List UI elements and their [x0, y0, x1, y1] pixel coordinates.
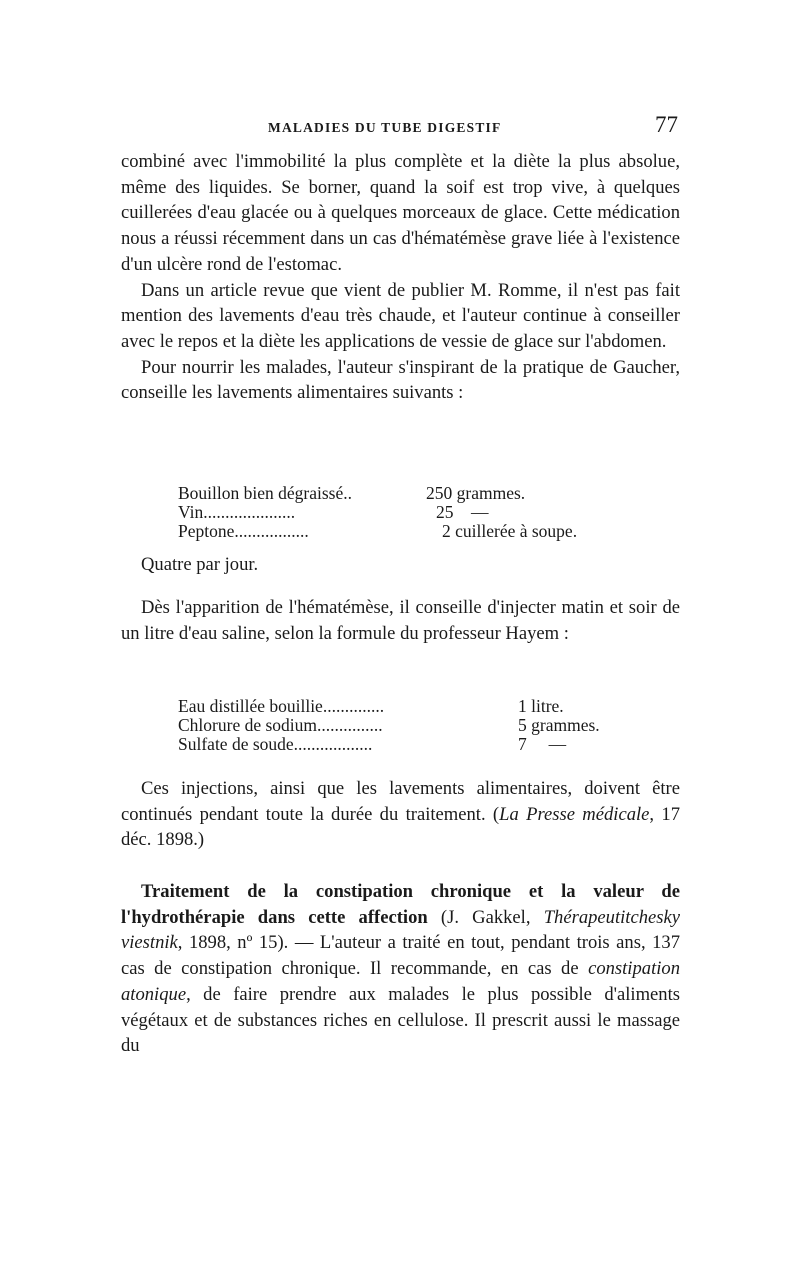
journal-citation: La Presse médicale: [499, 803, 650, 825]
recipe-quantity: 1 litre.: [518, 696, 564, 716]
recipe-item: Chlorure de sodium...............: [178, 716, 383, 735]
recipe-quantity: 5 grammes.: [518, 715, 600, 735]
citation-date: , 17 déc. 1898.): [121, 803, 680, 851]
recipe-row: [178, 484, 577, 503]
paragraph-hematemese: Dès l'apparition de l'hématémèse, il conseille d'injecter matin et soir de un litre d'eau saline, selon la formule du professeur Hayem :: [121, 597, 680, 644]
paragraph-block-2: [121, 595, 680, 646]
recipe-row: [178, 503, 577, 522]
recipe-table-saline: [178, 697, 600, 754]
paragraph-block-1: [121, 149, 680, 406]
paragraph-injections: [121, 776, 680, 853]
recipe-quantity: 250 grammes.: [426, 483, 526, 503]
journal-name: Thérapeutitchesky viestnik: [121, 906, 680, 954]
paragraph-continuation: combiné avec l'immobilité la plus complète et la diète la plus absolue, même des liquides. Se borner, quand la soif est trop vive, à quelques cuillerées d'eau glacée ou à quelques morceaux de glace. Cette médication nous a réussi récemment dans un cas d'hématémèse grave liée à l'existence d'un ulcère rond de l'estomac.: [121, 151, 680, 275]
author-ref: (J. Gakkel,: [427, 906, 544, 928]
recipe-row: [178, 716, 600, 735]
condition-term: constipation atonique: [121, 958, 680, 1005]
recipe-item: Eau distillée bouillie..............: [178, 697, 385, 716]
recipe-item: Bouillon bien dégraissé..: [178, 484, 353, 503]
recipe-row: [178, 735, 600, 754]
paragraph-nourrir: Pour nourrir les malades, l'auteur s'inspirant de la pratique de Gaucher, conseille les lavements alimentaires suivants :: [121, 356, 680, 404]
running-title: MALADIES DU TUBE DIGESTIF: [268, 120, 502, 135]
recipe-quantity: 25 —: [436, 502, 489, 522]
recipe-row: [178, 522, 577, 541]
section-constipation: [121, 879, 680, 1059]
recipe-quantity: 2 cuillerée à soupe.: [442, 521, 578, 541]
recipe-table-lavements: [178, 484, 577, 541]
dosage-note: Quatre par jour.: [141, 554, 259, 575]
reference-text: , 1898, nº 15). — L'auteur a traité en tout, pendant trois ans, 137 cas de constipation chronique. Il recommande, en cas de: [121, 932, 680, 980]
injections-text: Ces injections, ainsi que les lavements alimentaires, doivent être continués pendant toute la durée du traitement. (: [121, 778, 680, 825]
page-header: [0, 112, 800, 142]
recipe-row: [178, 697, 600, 716]
recipe-item: Sulfate de soude..................: [178, 735, 373, 754]
section-paragraph: [121, 879, 680, 1059]
section-text: , de faire prendre aux malades le plus possible d'aliments végétaux et de substances riches en cellulose. Il prescrit aussi le massage du: [121, 983, 680, 1057]
recipe-item: Peptone.................: [178, 522, 309, 541]
page-number: 77: [655, 112, 678, 137]
paragraph-block-3: [121, 776, 680, 853]
recipe-item: Vin.....................: [178, 503, 296, 522]
recipe-quantity: 7 —: [518, 734, 567, 754]
section-title: Traitement de la constipation chronique et la valeur de l'hydrothérapie dans cette affection: [121, 881, 680, 928]
paragraph-romme: Dans un article revue que vient de publier M. Romme, il n'est pas fait mention des lavements d'eau très chaude, et l'auteur continue à conseiller avec le repos et la diète les applications de vessie de glace sur l'abdomen.: [121, 279, 680, 352]
